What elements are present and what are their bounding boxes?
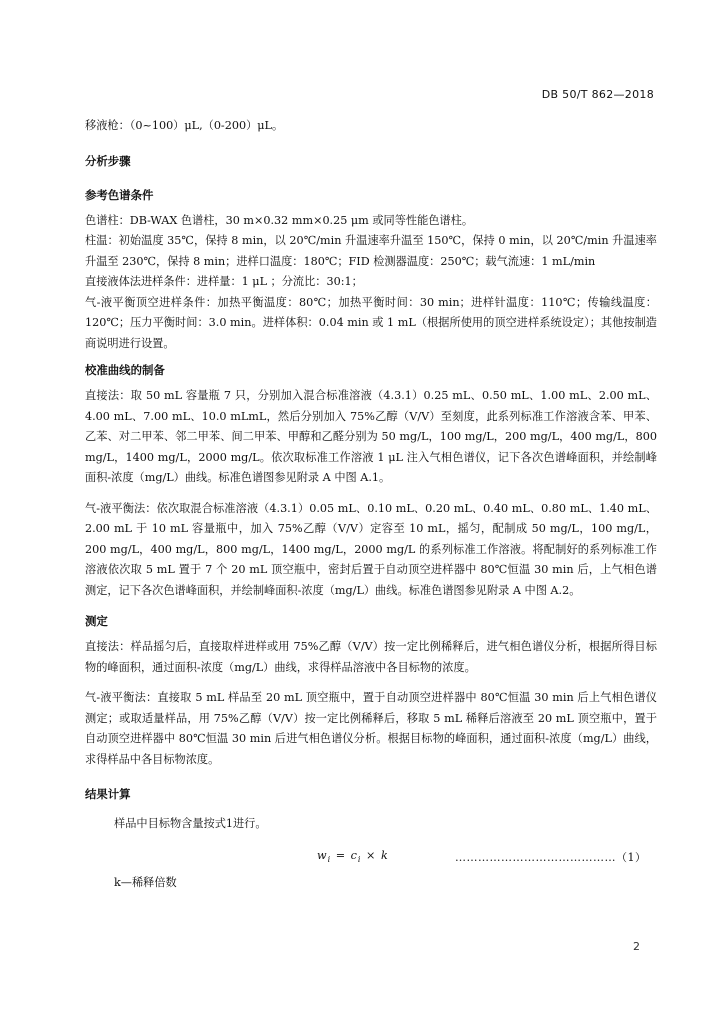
calibration-headspace: 气-液平衡法：依次取混合标准溶液（4.3.1）0.05 mL、0.10 mL、0.20 mL、0.40 mL、0.80 mL、1.40 mL、2.00 mL 于 10 mL 容量瓶中，加入 75%乙醇（V/V）定容至 10 mL，摇匀，配制成 50 mg/L，100 mg/L，200 mg/L，400 mg/L，800 mg/L，1400 mg/L，2000 mg/L 的系列标准工作溶液。将配制好的系列标准工作溶液依次取 5 mL 置于 7 个 20 mL 顶空瓶中，密封后置于自动顶空进样器中 80℃恒温 30 min 后，上气相色谱测定，记下各次色谱峰面积，并绘制峰面积-浓度（mg/L）曲线。标准色谱图参见附录 A 中图 A.2。 xyxy=(85,501,657,597)
column-condition: 色谱柱：DB-WAX 色谱柱，30 m×0.32 mm×0.25 μm 或同等性能色谱柱。 xyxy=(85,213,474,227)
section-result-calc: 结果计算 xyxy=(85,787,131,801)
section-ref-conditions: 参考色谱条件 xyxy=(85,187,154,202)
formula-number: ……………………………………（1） xyxy=(455,850,647,864)
determination-direct: 直接法：样品摇匀后，直接取样进样或用 75%乙醇（V/V）按一定比例稀释后，进气相色谱仪分析，根据所得目标物的峰面积，通过面积-浓度（mg/L）曲线，求得样品溶液中各目标物的浓度。 xyxy=(85,640,657,674)
headspace-condition: 气-液平衡顶空进样条件：加热平衡温度：80℃；加热平衡时间：30 min；进样针温度：110℃；传输线温度：120℃；压力平衡时间：3.0 min。进样体积：0.04 min 或 1 mL（根据所使用的顶空进样系统设定）；其他按制造商说明进行设置。 xyxy=(85,295,657,350)
k-definition: k—稀释倍数 xyxy=(114,875,177,889)
page-number: 2 xyxy=(633,940,640,953)
section-determination: 测定 xyxy=(85,614,108,628)
formula: $w_i = c_i \times k$ xyxy=(317,848,389,864)
section-analysis-steps: 分析步骤 xyxy=(85,153,131,168)
calibration-direct: 直接法：取 50 mL 容量瓶 7 只，分别加入混合标准溶液（4.3.1）0.25 mL、0.50 mL、1.00 mL、2.00 mL、4.00 mL、7.00 mL、10.0 mLmL，然后分别加入 75%乙醇（V/V）至刻度，此系列标准工作溶液含苯、甲苯、乙苯、对二甲苯、邻二甲苯、间二甲苯、甲醇和乙醛分别为 50 mg/L，100 mg/L，200 mg/L，400 mg/L，800 mg/L，1400 mg/L，2000 mg/L。依次取标准工作溶液 1 μL 注入气相色谱仪，记下各次色谱峰面积，并绘制峰面积-浓度（mg/L）曲线。标准色谱图参见附录 A 中图 A.1。 xyxy=(85,389,657,484)
section-calibration: 校准曲线的制备 xyxy=(85,363,165,377)
direct-condition: 直接液体法进样条件：进样量：1 μL ；分流比：30:1； xyxy=(85,275,363,288)
formula-row xyxy=(85,845,657,873)
pipette-line: 移液枪：（0~100）μL,（0-200）μL。 xyxy=(85,119,284,132)
doc-code: DB 50/T 862—2018 xyxy=(541,88,654,101)
determination-headspace: 气-液平衡法：直接取 5 mL 样品至 20 mL 顶空瓶中，置于自动顶空进样器中 80℃恒温 30 min 后上气相色谱仪测定；或取适量样品，用 75%乙醇（V/V）按一定比例稀释后，移取 5 mL 稀释后溶液至 20 mL 顶空瓶中，置于自动顶空进样器中 80℃恒温 30 min 后进气相色谱仪分析。根据目标物的峰面积，通过面积-浓度（mg/L）曲线，求得样品中各目标物浓度。 xyxy=(85,691,657,766)
document-body xyxy=(85,116,657,893)
result-intro: 样品中目标物含量按式1进行。 xyxy=(114,817,267,830)
temp-condition: 柱温：初始温度 35℃，保持 8 min，以 20℃/min 升温速率升温至 150℃，保持 0 min，以 20℃/min 升温速率升温至 230℃，保持 8 min；进样口温度：180℃；FID 检测器温度：250℃；载气流速：1 mL/min xyxy=(85,234,657,268)
